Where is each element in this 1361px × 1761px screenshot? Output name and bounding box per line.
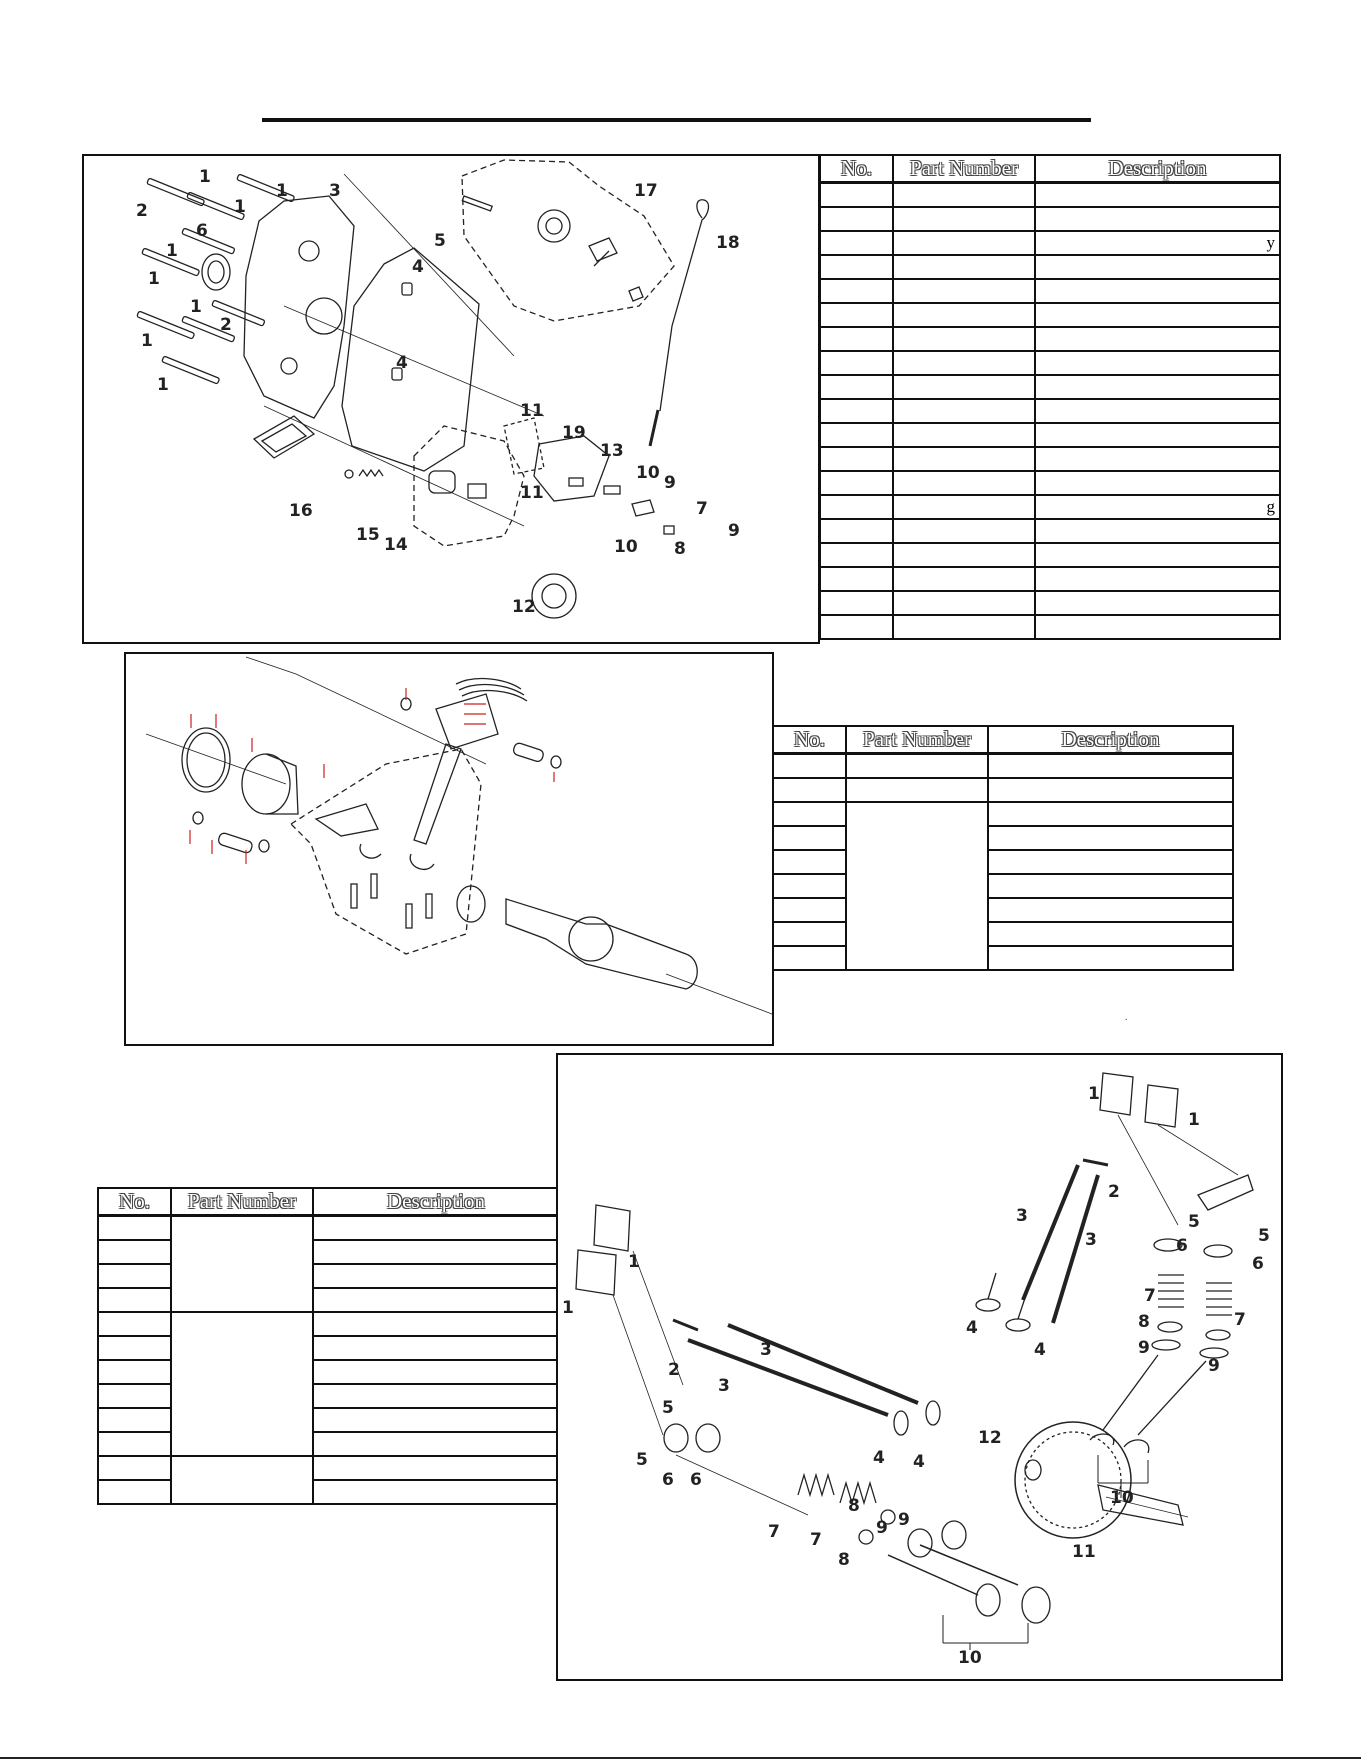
crankshaft bbox=[506, 899, 697, 989]
table-row bbox=[773, 946, 1233, 970]
callout-label: 3 bbox=[329, 181, 341, 201]
table-cell-no bbox=[98, 1432, 171, 1456]
table-row bbox=[98, 1336, 558, 1360]
table-cell-part bbox=[846, 778, 988, 802]
table-row bbox=[820, 279, 1280, 303]
table-row bbox=[820, 303, 1280, 327]
table-row bbox=[98, 1264, 558, 1288]
table-cell-part bbox=[893, 447, 1035, 471]
table-row bbox=[773, 754, 1233, 779]
callout-label: 2 bbox=[668, 1360, 680, 1380]
table-cell-no bbox=[773, 778, 846, 802]
valve-train-diagram bbox=[556, 1053, 1283, 1681]
callout-label: 14 bbox=[384, 535, 408, 555]
table-cell-desc: y bbox=[1035, 231, 1280, 255]
table-cell-no bbox=[773, 922, 846, 946]
callout-label: 6 bbox=[1252, 1254, 1264, 1274]
callout-label: 2 bbox=[1108, 1182, 1120, 1202]
table-row bbox=[98, 1384, 558, 1408]
thrust-washer bbox=[457, 886, 485, 922]
table-cell-desc bbox=[1035, 183, 1280, 208]
table-header-row bbox=[773, 726, 1233, 754]
table-row bbox=[98, 1456, 558, 1480]
table-cell-desc bbox=[313, 1216, 558, 1241]
table-cell-desc bbox=[988, 946, 1233, 970]
table-cell-no bbox=[820, 543, 893, 567]
callout-label: 1 bbox=[199, 167, 211, 187]
page-footer-rule bbox=[0, 1757, 1361, 1759]
table-cell-no bbox=[773, 754, 846, 779]
table-cell-no bbox=[820, 375, 893, 399]
table-cell-part bbox=[893, 327, 1035, 351]
table-cell-part bbox=[893, 615, 1035, 639]
table-cell-no bbox=[820, 231, 893, 255]
table-cell-no bbox=[98, 1216, 171, 1241]
page-header-rule bbox=[262, 118, 1091, 122]
col-no: No. bbox=[773, 726, 846, 754]
table-cell-no bbox=[820, 327, 893, 351]
table-cell-part bbox=[893, 591, 1035, 615]
valve-spring bbox=[1158, 1275, 1184, 1307]
table-cell-desc bbox=[988, 778, 1233, 802]
callout-label: 8 bbox=[838, 1550, 850, 1570]
table-cell-desc bbox=[1035, 447, 1280, 471]
table-cell-part bbox=[893, 255, 1035, 279]
table-cell-no bbox=[773, 826, 846, 850]
callout-label: 7 bbox=[810, 1530, 822, 1550]
table-cell-no bbox=[98, 1360, 171, 1384]
table-row bbox=[820, 255, 1280, 279]
table-cell-part bbox=[846, 802, 988, 970]
callout-label: 6 bbox=[662, 1470, 674, 1490]
table-cell-desc bbox=[1035, 255, 1280, 279]
callout-label: 3 bbox=[760, 1340, 772, 1360]
table-cell-no bbox=[773, 898, 846, 922]
table-cell-desc bbox=[1035, 327, 1280, 351]
callout-label: 4 bbox=[913, 1452, 925, 1472]
table-cell-desc bbox=[1035, 615, 1280, 639]
table-cell-part bbox=[893, 375, 1035, 399]
callout-label: 1 bbox=[157, 375, 169, 395]
col-part-number: Part Number bbox=[846, 726, 988, 754]
col-no: No. bbox=[98, 1188, 171, 1216]
callout-label: 5 bbox=[1258, 1226, 1270, 1246]
table-row bbox=[98, 1312, 558, 1336]
callout-label: 2 bbox=[220, 315, 232, 335]
callout-label: 2 bbox=[136, 201, 148, 221]
callout-label: 11 bbox=[1072, 1542, 1096, 1562]
callout-label: 11 bbox=[520, 401, 544, 421]
table-cell-no bbox=[773, 802, 846, 826]
table-cell-desc bbox=[1035, 375, 1280, 399]
callout-label: 1 bbox=[1088, 1084, 1100, 1104]
table-cell-part bbox=[893, 567, 1035, 591]
callout-label: 4 bbox=[1034, 1340, 1046, 1360]
table-cell-part bbox=[893, 495, 1035, 519]
callout-label: 17 bbox=[634, 181, 658, 201]
table-row bbox=[820, 231, 1280, 255]
page-speck: . bbox=[1125, 1012, 1128, 1023]
crankcase-cover-diagram bbox=[82, 154, 820, 644]
table-row bbox=[820, 495, 1280, 519]
callout-label: 4 bbox=[412, 257, 424, 277]
table-cell-desc bbox=[1035, 207, 1280, 231]
callout-label: 10 bbox=[614, 537, 638, 557]
table-cell-desc bbox=[313, 1408, 558, 1432]
oil-pump-body bbox=[534, 436, 609, 501]
table-cell-part bbox=[893, 231, 1035, 255]
table-cell-no bbox=[820, 279, 893, 303]
table-row bbox=[820, 207, 1280, 231]
table-row bbox=[98, 1216, 558, 1241]
callout-label: 7 bbox=[1144, 1286, 1156, 1306]
col-part-number: Part Number bbox=[893, 155, 1035, 183]
table-row bbox=[773, 898, 1233, 922]
table-row bbox=[773, 826, 1233, 850]
table-cell-desc bbox=[313, 1288, 558, 1312]
table-cell-no bbox=[820, 471, 893, 495]
table-row bbox=[820, 351, 1280, 375]
table-cell-desc bbox=[988, 826, 1233, 850]
table-row bbox=[820, 399, 1280, 423]
table-cell-no bbox=[820, 207, 893, 231]
table-cell-no bbox=[820, 255, 893, 279]
callout-label: 3 bbox=[718, 1376, 730, 1396]
callout-label: 5 bbox=[636, 1450, 648, 1470]
callout-label: 7 bbox=[768, 1522, 780, 1542]
callout-label: 9 bbox=[728, 521, 740, 541]
table-cell-no bbox=[98, 1456, 171, 1480]
table-row bbox=[820, 375, 1280, 399]
callout-label: 6 bbox=[196, 221, 208, 241]
table-row bbox=[820, 183, 1280, 208]
table-cell-part bbox=[893, 351, 1035, 375]
table-cell-no bbox=[820, 447, 893, 471]
oil-seal bbox=[202, 254, 230, 290]
connecting-rod bbox=[316, 804, 378, 836]
table-cell-desc bbox=[1035, 519, 1280, 543]
table-row bbox=[98, 1432, 558, 1456]
table-cell-desc bbox=[313, 1336, 558, 1360]
callout-label: 1 bbox=[1188, 1110, 1200, 1130]
piston-crankshaft-diagram bbox=[124, 652, 774, 1046]
callout-label: 18 bbox=[716, 233, 740, 253]
table-row bbox=[773, 874, 1233, 898]
callout-label: 9 bbox=[1208, 1356, 1220, 1376]
table-cell-desc bbox=[313, 1456, 558, 1480]
callout-label: 1 bbox=[562, 1298, 574, 1318]
table-cell-part bbox=[893, 471, 1035, 495]
callout-label: 13 bbox=[600, 441, 624, 461]
table-cell-part bbox=[893, 207, 1035, 231]
callout-label: 4 bbox=[873, 1448, 885, 1468]
table-cell-desc bbox=[988, 802, 1233, 826]
cover-bolts bbox=[137, 174, 295, 384]
table-cell-no bbox=[98, 1384, 171, 1408]
callout-label: 15 bbox=[356, 525, 380, 545]
table-row bbox=[98, 1480, 558, 1504]
callout-label: 12 bbox=[512, 597, 536, 617]
callout-label: 5 bbox=[1188, 1212, 1200, 1232]
table-row bbox=[98, 1408, 558, 1432]
table-cell-no bbox=[773, 874, 846, 898]
table-row bbox=[820, 519, 1280, 543]
callout-label: 1 bbox=[234, 197, 246, 217]
table-cell-desc bbox=[313, 1264, 558, 1288]
table-cell-desc bbox=[988, 922, 1233, 946]
valve bbox=[1090, 1355, 1158, 1445]
table-cell-desc bbox=[1035, 351, 1280, 375]
table-cell-part bbox=[893, 543, 1035, 567]
table-cell-no bbox=[820, 567, 893, 591]
table-cell-no bbox=[820, 303, 893, 327]
table-header-row bbox=[98, 1188, 558, 1216]
callout-label: 1 bbox=[166, 241, 178, 261]
table-cell-desc bbox=[313, 1480, 558, 1504]
table-cell-desc bbox=[988, 874, 1233, 898]
table-cell-desc bbox=[313, 1360, 558, 1384]
table-cell-desc bbox=[1035, 471, 1280, 495]
col-description: Description bbox=[988, 726, 1233, 754]
col-description: Description bbox=[1035, 155, 1280, 183]
oil-pump-gear bbox=[532, 574, 576, 618]
table-row bbox=[773, 922, 1233, 946]
callout-label: 19 bbox=[562, 423, 586, 443]
col-part-number: Part Number bbox=[171, 1188, 313, 1216]
table-cell-desc bbox=[313, 1312, 558, 1336]
callout-label: 6 bbox=[1176, 1236, 1188, 1256]
table-cell-desc bbox=[1035, 591, 1280, 615]
table-row bbox=[820, 447, 1280, 471]
parts-table-3 bbox=[97, 1187, 558, 1505]
callout-label: 9 bbox=[1138, 1338, 1150, 1358]
table-cell-desc bbox=[988, 754, 1233, 779]
table-cell-no bbox=[820, 183, 893, 208]
table-cell-no bbox=[773, 850, 846, 874]
col-description: Description bbox=[313, 1188, 558, 1216]
col-no: No. bbox=[820, 155, 893, 183]
table-cell-no bbox=[820, 423, 893, 447]
table-cell-no bbox=[98, 1336, 171, 1360]
table-cell-desc bbox=[988, 850, 1233, 874]
table-row bbox=[773, 850, 1233, 874]
table-cell-part bbox=[171, 1216, 313, 1313]
table-row bbox=[820, 423, 1280, 447]
callout-label: 3 bbox=[1016, 1206, 1028, 1226]
table-cell-no bbox=[98, 1408, 171, 1432]
piston-pin bbox=[217, 832, 253, 854]
table-cell-part bbox=[171, 1312, 313, 1456]
oil-strainer bbox=[429, 471, 455, 493]
table-cell-part bbox=[893, 519, 1035, 543]
table-row bbox=[98, 1240, 558, 1264]
callout-label: 4 bbox=[396, 353, 408, 373]
callout-label: 10 bbox=[636, 463, 660, 483]
table-row bbox=[820, 327, 1280, 351]
table-cell-part bbox=[893, 399, 1035, 423]
table-cell-no bbox=[820, 615, 893, 639]
table-cell-no bbox=[820, 519, 893, 543]
table-cell-part bbox=[846, 754, 988, 779]
callout-label: 12 bbox=[978, 1428, 1002, 1448]
table-cell-no bbox=[820, 495, 893, 519]
callout-label: 4 bbox=[966, 1318, 978, 1338]
table-row bbox=[820, 567, 1280, 591]
rocker-arm bbox=[1100, 1073, 1133, 1115]
table-row bbox=[820, 615, 1280, 639]
callout-label: 10 bbox=[1110, 1488, 1134, 1508]
callout-label: 1 bbox=[190, 297, 202, 317]
table-cell-desc bbox=[1035, 543, 1280, 567]
table-row bbox=[820, 471, 1280, 495]
callout-label: 5 bbox=[662, 1398, 674, 1418]
callout-label: 3 bbox=[1085, 1230, 1097, 1250]
table-header-row bbox=[820, 155, 1280, 183]
callout-label: 9 bbox=[664, 473, 676, 493]
callout-label: 7 bbox=[696, 499, 708, 519]
callout-label: 11 bbox=[520, 483, 544, 503]
table-cell-desc bbox=[313, 1384, 558, 1408]
table-cell-desc bbox=[1035, 399, 1280, 423]
table-cell-part bbox=[171, 1456, 313, 1504]
table-cell-no bbox=[98, 1480, 171, 1504]
table-cell-no bbox=[773, 946, 846, 970]
table-cell-no bbox=[98, 1288, 171, 1312]
callout-label: 1 bbox=[276, 181, 288, 201]
callout-label: 7 bbox=[1234, 1310, 1246, 1330]
table-cell-no bbox=[98, 1264, 171, 1288]
table-cell-desc bbox=[313, 1240, 558, 1264]
callout-label: 1 bbox=[141, 331, 153, 351]
table-cell-desc bbox=[1035, 303, 1280, 327]
callout-label: 10 bbox=[958, 1648, 982, 1668]
table-cell-no bbox=[98, 1312, 171, 1336]
table-cell-desc bbox=[1035, 423, 1280, 447]
piston bbox=[242, 754, 290, 814]
table-cell-part bbox=[893, 423, 1035, 447]
callout-label: 1 bbox=[628, 1252, 640, 1272]
dipstick bbox=[660, 200, 708, 411]
callout-label: 1 bbox=[148, 269, 160, 289]
pushrod bbox=[1023, 1165, 1078, 1300]
table-cell-desc bbox=[313, 1432, 558, 1456]
table-cell-desc bbox=[1035, 567, 1280, 591]
table-row bbox=[773, 778, 1233, 802]
callout-label: 9 bbox=[898, 1510, 910, 1530]
table-cell-part bbox=[893, 183, 1035, 208]
table-cell-part bbox=[893, 279, 1035, 303]
parts-table-1 bbox=[819, 154, 1281, 640]
table-row bbox=[820, 543, 1280, 567]
table-row bbox=[98, 1288, 558, 1312]
table-cell-part bbox=[893, 303, 1035, 327]
callout-label: 8 bbox=[674, 539, 686, 559]
callout-label: 8 bbox=[848, 1496, 860, 1516]
table-cell-desc: g bbox=[1035, 495, 1280, 519]
callout-label: 16 bbox=[289, 501, 313, 521]
table-row bbox=[773, 802, 1233, 826]
table-cell-desc bbox=[1035, 279, 1280, 303]
parts-table-2 bbox=[772, 725, 1234, 971]
cylinder-liner bbox=[182, 728, 230, 792]
governor-gear bbox=[538, 210, 570, 242]
table-cell-desc bbox=[988, 898, 1233, 922]
callout-label: 5 bbox=[434, 231, 446, 251]
table-cell-no bbox=[820, 591, 893, 615]
callout-label: 8 bbox=[1138, 1312, 1150, 1332]
table-cell-no bbox=[98, 1240, 171, 1264]
table-row bbox=[98, 1360, 558, 1384]
table-cell-no bbox=[820, 351, 893, 375]
table-row bbox=[820, 591, 1280, 615]
crankcase-cover bbox=[244, 196, 354, 418]
table-cell-no bbox=[820, 399, 893, 423]
callout-label: 9 bbox=[876, 1518, 888, 1538]
callout-label: 6 bbox=[690, 1470, 702, 1490]
